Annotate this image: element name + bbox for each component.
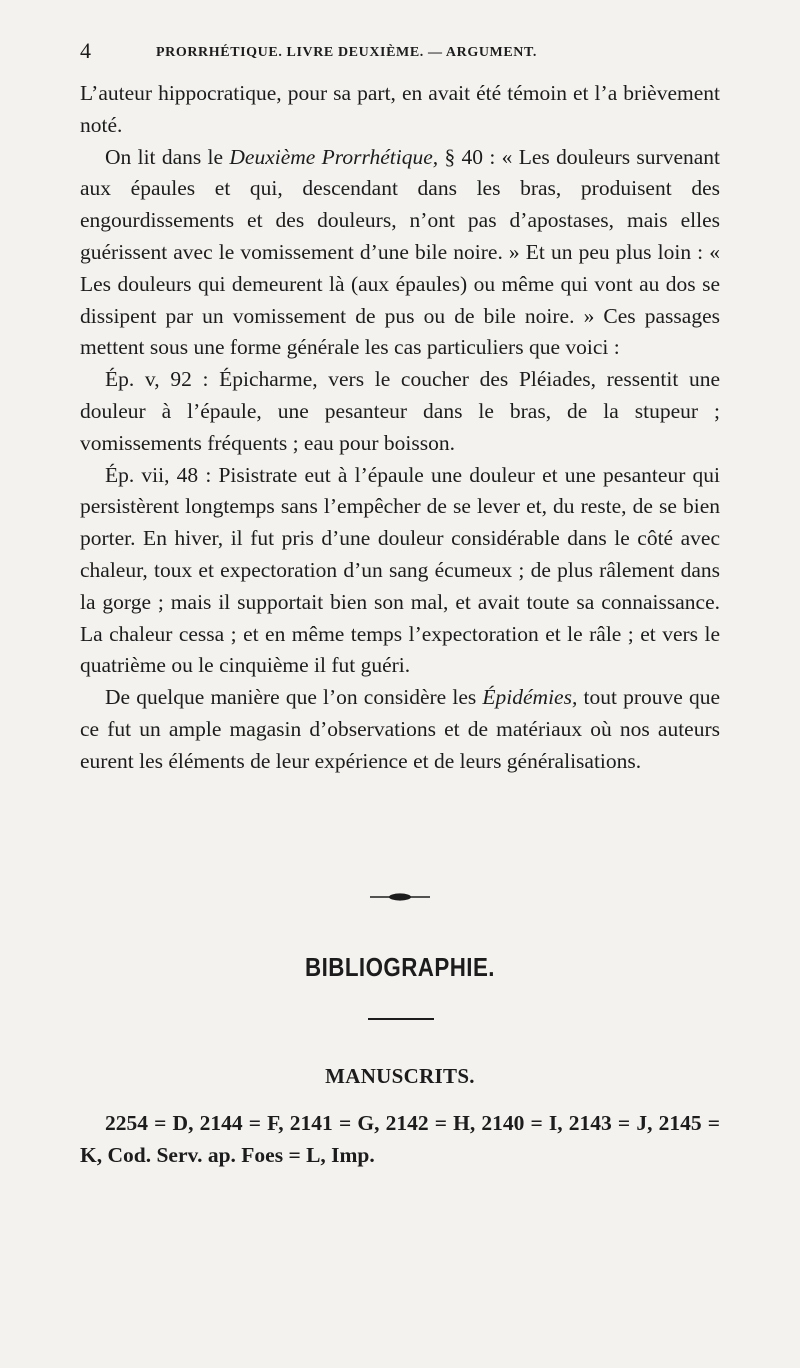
ornament-divider <box>368 890 432 904</box>
paragraph-3: Ép. v, 92 : Épicharme, vers le coucher des Pléiades, ressentit une douleur à l’épaule, une pesanteur dans le bras, de la stupeur ; vomissements fréquents ; eau pour boisson. <box>80 367 720 455</box>
paragraph-1: L’auteur hippocratique, pour sa part, en avait été témoin et l’a brièvement noté. <box>80 81 720 137</box>
paragraph-2-start: On lit dans le <box>105 144 230 169</box>
manuscripts-text: 2254 = D, 2144 = F, 2141 = G, 2142 = H, 2140 = I, 2143 = J, 2145 = K, Cod. Serv. ap. Foes = L, Imp. <box>80 1111 720 1167</box>
epidemies-italic: Épidémies, <box>482 685 578 710</box>
running-title: PRORRHÉTIQUE. LIVRE DEUXIÈME. — ARGUMENT. <box>156 45 537 60</box>
paragraph-5 <box>80 682 720 777</box>
running-head <box>80 38 720 68</box>
section-rule <box>368 1018 434 1020</box>
body-text <box>80 78 720 778</box>
subsection-title: MANUSCRITS. <box>325 1064 475 1088</box>
paragraph-2 <box>80 142 720 365</box>
paragraph-4: Ép. vii, 48 : Pisistrate eut à l’épaule une douleur et une pesanteur qui persistèrent longtemps sans l’empêcher de se lever et, du reste, de se bien porter. En hiver, il fut pris d’une douleur considérable dans le côté avec chaleur, toux et expectoration d’un sang écumeux ; de plus râlement dans la gorge ; mais il supportait bien son mal, et avait toute sa connaissance. La chaleur cessa ; et en même temps l’expectoration et le râle ; et vers le quatrième ou le cinquième il fut guéri. <box>80 462 720 678</box>
page-number: 4 <box>80 38 91 63</box>
book-page <box>80 0 720 1368</box>
section-title: BIBLIOGRAPHIE. <box>305 952 495 982</box>
work-title-italic: Deuxième Prorrhétique, <box>229 144 439 169</box>
manuscripts-list <box>80 1107 720 1171</box>
paragraph-5-rest: tout prouve que ce fut un ample magasin d’observations et de matériaux où nos auteurs eurent les éléments de leur expérience et de leurs généralisations. <box>80 685 720 773</box>
paragraph-2-rest: § 40 : « Les douleurs survenant aux épaules et qui, descendant dans les bras, produisent des engourdissements et des douleurs, n’ont pas d’apostases, mais elles guérissent avec le vomissement d’une bile noire. » Et un peu plus loin : « Les douleurs qui demeurent là (aux épaules) ou même qui vont au dos se dissipent par un vomissement de pus ou de bile noire. » Ces passages mettent sous une forme générale les cas particuliers que voici : <box>80 144 721 360</box>
paragraph-5-start: De quelque manière que l’on considère les <box>105 685 483 710</box>
